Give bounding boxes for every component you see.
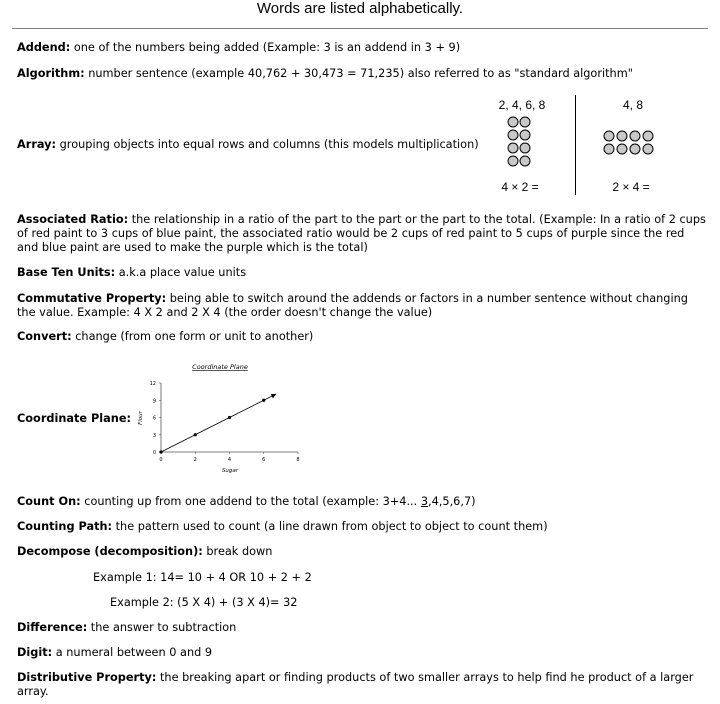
array-divider bbox=[575, 95, 576, 195]
entry-counting-path bbox=[17, 520, 707, 534]
title-divider bbox=[12, 28, 708, 29]
page-title: Words are listed alphabetically. bbox=[256, 0, 464, 17]
entry-coordinate-plane bbox=[17, 412, 137, 426]
definition-algorithm: number sentence (example 40,762 + 30,473 = 71,235) also referred to as "standard algorithm" bbox=[84, 67, 633, 80]
chart-x-tick-label: 8 bbox=[296, 457, 300, 463]
array-left-label: 2, 4, 6, 8 bbox=[498, 98, 546, 112]
array-figure bbox=[490, 95, 690, 200]
chart-x-axis-label: Sugar bbox=[221, 468, 239, 474]
array-left-dots bbox=[507, 115, 537, 175]
entry-commutative-property bbox=[17, 292, 707, 320]
chart-x-tick-label: 4 bbox=[227, 457, 232, 463]
term-count-on: Count On: bbox=[17, 495, 81, 508]
chart-data-point bbox=[228, 416, 231, 419]
decompose-example-2: Example 2: (5 X 4) + (3 X 4)= 32 bbox=[110, 596, 298, 609]
term-associated-ratio: Associated Ratio: bbox=[17, 213, 129, 226]
term-difference: Difference: bbox=[17, 621, 88, 634]
entry-count-on bbox=[17, 495, 707, 509]
term-array: Array: bbox=[17, 138, 57, 151]
chart-x-tick-label: 2 bbox=[193, 457, 197, 463]
chart-y-tick-label: 0 bbox=[152, 450, 156, 456]
chart-y-tick-label: 3 bbox=[152, 432, 156, 439]
entry-convert bbox=[17, 330, 707, 344]
term-base-ten-units: Base Ten Units: bbox=[17, 266, 116, 279]
entry-array bbox=[17, 138, 497, 152]
chart-y-axis-label: Flour bbox=[138, 411, 144, 425]
chart-data-point bbox=[159, 450, 162, 453]
entry-distributive-property bbox=[17, 671, 707, 699]
entry-difference bbox=[17, 621, 707, 635]
chart-series-line bbox=[161, 394, 276, 452]
term-digit: Digit: bbox=[17, 646, 53, 659]
array-right-label: 4, 8 bbox=[622, 98, 643, 112]
chart-series bbox=[159, 394, 276, 454]
entry-base-ten-units bbox=[17, 266, 707, 280]
term-algorithm: Algorithm: bbox=[17, 67, 85, 80]
array-left-caption: 4 × 2 = bbox=[501, 180, 539, 194]
chart-y-tick-label: 9 bbox=[152, 398, 156, 405]
definition-base-ten-units: a.k.a place value units bbox=[115, 266, 247, 279]
chart-y-tick-label: 6 bbox=[152, 415, 156, 422]
coordinate-plane-chart bbox=[130, 358, 310, 478]
entry-digit bbox=[17, 646, 707, 660]
chart-x-tick-label: 0 bbox=[159, 457, 163, 463]
definition-decompose: break down bbox=[202, 545, 273, 558]
array-right-dots bbox=[603, 129, 663, 159]
term-convert: Convert: bbox=[17, 330, 72, 343]
definition-count-on-before: counting up from one addend to the total (example: 3+4... bbox=[80, 495, 421, 508]
definition-count-on-after: ,4,5,6,7) bbox=[428, 495, 476, 508]
definition-associated-ratio: the relationship in a ratio of the part to the part or the part to the total. (Example: In a ratio of 2 cups of red paint to 3 cups of blue paint, the associated ratio would be 2 cups of red paint to 5 cups of purple since the red and blue paint are used to make the purple which is the total) bbox=[17, 213, 706, 254]
definition-difference: the answer to subtraction bbox=[87, 621, 237, 634]
entry-decompose bbox=[17, 545, 707, 559]
decompose-example-1: Example 1: 14= 10 + 4 OR 10 + 2 + 2 bbox=[93, 571, 312, 584]
chart-y-tick-label: 12 bbox=[149, 381, 156, 387]
definition-addend: one of the numbers being added (Example: 3 is an addend in 3 + 9) bbox=[70, 41, 461, 54]
term-decompose: Decompose (decomposition): bbox=[17, 545, 203, 558]
term-counting-path: Counting Path: bbox=[17, 520, 113, 533]
entry-addend bbox=[17, 41, 707, 55]
chart-data-point bbox=[194, 433, 197, 436]
definition-counting-path: the pattern used to count (a line drawn from object to object to count them) bbox=[112, 520, 548, 533]
term-coordinate-plane: Coordinate Plane: bbox=[17, 412, 132, 425]
term-distributive-property: Distributive Property: bbox=[17, 671, 157, 684]
chart-x-tick-label: 6 bbox=[262, 457, 266, 463]
definition-array: grouping objects into equal rows and columns (this models multiplication) bbox=[56, 138, 479, 151]
chart-ticks bbox=[150, 381, 300, 463]
chart-title: Coordinate Plane bbox=[192, 363, 248, 371]
chart-data-point bbox=[262, 399, 265, 402]
array-right-caption: 2 × 4 = bbox=[612, 180, 650, 194]
definition-commutative-property: being able to switch around the addends or factors in a number sentence without changing the value. Example: 4 X 2 and 2 X 4 (the order doesn't change the value) bbox=[17, 292, 688, 319]
term-addend: Addend: bbox=[17, 41, 71, 54]
term-commutative-property: Commutative Property: bbox=[17, 292, 167, 305]
definition-distributive-property: the breaking apart or finding products of two smaller arrays to help find he product of a larger array. bbox=[17, 671, 694, 698]
definition-convert: change (from one form or unit to another) bbox=[71, 330, 314, 343]
definition-digit: a numeral between 0 and 9 bbox=[52, 646, 213, 659]
definition-count-on-underlined: 3 bbox=[420, 495, 429, 508]
entry-associated-ratio bbox=[17, 213, 707, 255]
entry-algorithm bbox=[17, 67, 707, 81]
